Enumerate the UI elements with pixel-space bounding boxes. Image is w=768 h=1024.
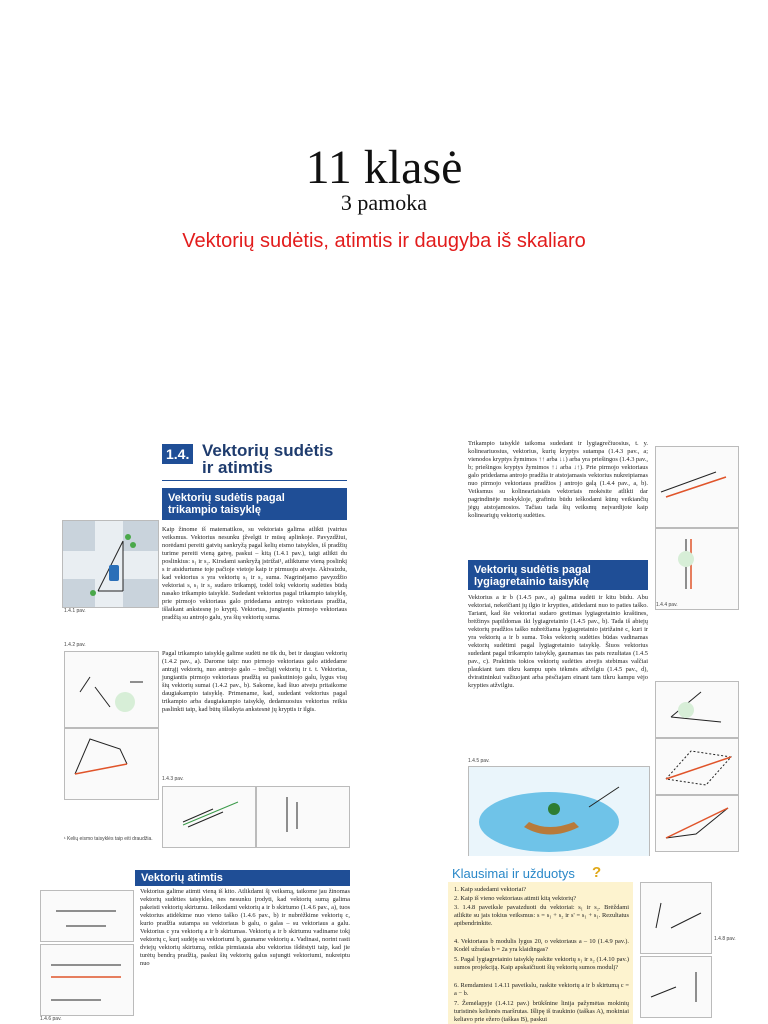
figure-parallelogram-c [655,795,739,852]
question-mark-icon: ? [592,866,602,881]
band-line2: lygiagretainio taisyklę [474,576,589,588]
caption-1-4-1: 1.4.1 pav. [64,608,86,614]
band-parallelogram-rule [468,560,648,590]
question-5: 5. Pagal lygiagretainio taisyklę raskite vektorių s₁ ir s₂ (1.4.10 pav.) sumos projekciją. Kaip apskaičiuoti šių vektorių sumos modulį? [454,956,629,971]
figure-polygon-rule-a [64,651,159,728]
slide-subtitle: 3 pamoka [340,190,428,215]
figure-collinear-b [256,786,350,848]
paragraph-collinear: Trikampio taisyklė taikoma sudedant ir lygiagrečiuosius, t. y. kolineariuosius, vektorius, kurių kryptys sutampa (1.4.3 pav., a; vienodos kryptys žymimos ↑↑ arba ↓↓) arba yra priešingos (1.4.3 pav., b; priešingos kryptys žymimos ↑↓ arba ↓↑). Prie pirmojo vektoriaus galo pridedama antrojo pradžia ir atstojamasis vektorius nukreipiamas nuo pirmojo vektoriaus pradžios į antrojo galą (1.4.4 pav., a, b). Veiksmus su kolineariaisiais vektoriais mokėsite atlikti dar pagrindinėje mokykloje, grafiniu būdu ieškodami kūnų veikiančių jėgų atstojamosios. Tačiau tada šių veiksmų neįvardijote kaip kolineariųjų vektorių sudėties. [468,440,648,519]
textbook-page-bottom-right [440,866,740,1024]
figure-1-4-9-svg [641,957,711,1017]
question-4: 4. Vektoriaus b modulis lygus 20, o vektoriaus a – 10 (1.4.9 pav.). Kodėl užrašas b = 2a yra klaidingas? [454,938,629,953]
figure-collinear-a [162,786,256,848]
caption-1-4-5: 1.4.5 pav. [468,758,490,764]
band-subtraction: Vektorių atimtis [135,870,350,886]
polygon-b-svg [65,729,158,799]
figure-parallelogram-b [655,738,739,795]
question-7: 7. Žemėlapyje (1.4.12 pav.) brūkšnine linija pažymėtas mokinių turistinės kelionės maršrutas. Išlipę iš traukinio (taškas A), mokiniai keliavo prie ežero (taškas B), paskui [454,1000,629,1023]
question-3: 3. 1.4.8 paveiksle pavaizduoti du vektoriai: s₁ ir s₂. Brėždami atlikite su jais tokius veiksmus: s = s₁ + s₂ ir s' = s₁ + s₁. Rezultatus apibendrinkite. [454,904,629,927]
slide-topic: Vektorių sudėtis, atimtis ir daugyba iš skaliaro [182,230,586,252]
figure-collinear-sum-b [655,528,739,610]
collinear-a-svg [163,787,255,847]
figure-polygon-rule-b [64,728,159,800]
caption-1-4-6: 1.4.6 pav. [40,1016,62,1022]
section-title-line1: Vektorių sudėtis [202,441,334,460]
figure-1-4-8-svg [641,883,711,953]
figure-parallelogram-a [655,681,739,738]
collinear-sum-b-svg [656,529,738,609]
figure-crossroads [62,520,159,608]
figure-subtraction-a [40,890,134,942]
figure-collinear-sum-a [655,446,739,528]
paragraph-triangle-rule: Kaip žinome iš matematikos, su vektoriais galima atlikti įvairius veiksmus. Vektorius nesunku įžvelgti ir mūsų aplinkoje. Pavyzdžiui, norėdami pereiti gatvių sankryžą pagal kelių eismo taisykles, iš pradžių turime pereiti vieną gatvę, paskui – kitą (1.4.1 pav.), taigi atlikti du poslinkius: s₁ ir s₂. Kirsdami sankryžą įstrižai¹, atliktume vieną poslinkį s ir atsidurtume toje pačioje vietoje kaip ir pirmuoju atveju. Akivaizdu, kad vektorius s yra vektorių s₁ ir s₂ suma. Nagrinėjamo pavyzdžio vektoriai s, s₁ ir s₂ sudaro trikampį, todėl tokį vektorių sudėties būdą nasako trikampio taisyklė. Sudedant vektorius pagal trikampio taisyklę, prie pirmojo vektoriaus galo pridedama antrojo vektoriaus pradžia, išlaikant ankstesnę jo kryptį. Vektorius, jungiantis pirmojo vektoriaus pradžią su antrojo galu, yra šių vektorių suma. [162,526,347,621]
crossroads-svg [63,521,158,607]
slide-title: 11 klasė [305,141,463,194]
caption-1-4-8: 1.4.8 pav. [714,936,736,942]
figure-1-4-9 [640,956,712,1018]
figure-subtraction-b [40,944,134,1016]
collinear-b-svg [257,787,349,847]
textbook-page-bottom-left [40,866,360,1024]
band-line2: trikampio taisyklę [168,504,261,516]
section-title-line2: ir atimtis [202,458,273,477]
caption-1-4-2: 1.4.2 pav. [64,642,86,648]
paragraph-subtraction: Vektorius galime atimti vieną iš kito. Atlikdami šį veiksmą, taikome jau žinomas vektorių sudėties taisykles, nes nesunku įrodyti, kad vektorių sumą galima pakeisti vektorių skirtumu. Ieškodami vektorių a ir b skirtumo (1.4.6 pav., a), tuos vektorius atidėkime nuo vieno taško (1.4.6 pav., b) ir nubrėžkime vektorių c, kurio pradžia sutampa su vektoriaus b galu, o galas – su vektoriaus a galu. Vektorius c yra vektorių a ir b skirtumas. Vektorių a ir b skirtumu vadiname tokį vektorių c, kurį sudėję su vektoriumi b, gauname vektorių a. Vadinasi, norint rasti dviejų vektorių skirtumą, reikia pirmiausia abu vektorius išdėstyti taip, kad jie turėtų bendrą pradžią, paskui šių vektorių galus sujungti vektoriumi, nukreiptu nuo [140,888,350,967]
paragraph-parallelogram: Vektorius a ir b (1.4.5 pav., a) galima sudėti ir kitu būdu. Abu vektoriai, nekeičiant jų ilgio ir krypties, atidedami nuo to paties taško. Tariant, kad šie vektoriai sudaro gretimas lygiagretainio kraštines, brėžinys papildomas iki lygiagretainio (1.4.5 pav., b). Tada iš abiejų vektorių pradžios taško nubrėžiama lygiagretainio įstrižainė c, kuri ir yra vektorių a ir b suma. Toks vektorių sudėties būdas vadinamas vektorių sudėtimi pagal lygiagretainio taisyklę. Šiuos vektorius sudedant pagal trikampio taisyklę, gaunamas tas pats rezultatas (1.4.5 pav., c). Praktinis tokios vektorių sudėties atvejis stebimas valčiai plaukiant tam tikru kampu upės tėkmės atžvilgiu (1.4.5 pav., d), dviratininkui važiuojant arba pėsčiajam einant tam tikru kampu vėjo krypties atžvilgiu. [468,594,648,689]
paragraph-polygon-rule: Pagal trikampio taisyklę galime sudėti ne tik du, bet ir daugiau vektorių (1.4.2 pav., a). Darome taip: nuo pirmojo vektoriaus galo atidedame antrąjį vektorių, nuo antrojo galo – trečiąjį vektorių ir t. t. Vektorius, jungiantis pirmojo vektoriaus pradžią su paskutiniojo galu, lygus visų šių vektorių sumai (1.4.2 pav., b). Sakome, kad šiuo atveju pritaikome daugiakampio taisyklę. Primename, kad, sudedant vektorius pagal trikampio arba daugiakampio taisyklę, dedamuosius vektorius reikia paslinkti taip, kad būtų išlaikyta ankstesnė jų kryptis ir ilgis. [162,650,347,713]
subtraction-a-svg [41,891,133,941]
subtraction-b-svg [41,945,133,1015]
figure-boat [468,766,650,856]
section-number: 1.4. [162,444,193,464]
textbook-page-right [440,436,740,856]
collinear-sum-a-svg [656,447,738,527]
parallelogram-c-svg [656,796,738,851]
caption-1-4-4: 1.4.4 pav. [656,602,678,608]
question-6: 6. Remdamiesi 1.4.11 paveikslu, raskite vektorių a ir b skirtumą c = a − b. [454,982,629,997]
textbook-page-left [62,436,352,856]
polygon-a-svg [65,652,158,727]
question-2: 2. Kaip iš vieno vektoriaus atimti kitą vektorių? [454,895,577,902]
band-line1: Vektorių sudėtis pagal [168,492,285,504]
footnote: ¹ Kelių eismo taisyklės taip eiti draudžia. [64,836,153,842]
questions-title: Klausimai ir užduotys [452,866,575,881]
band-triangle-rule [162,488,347,520]
figure-1-4-8 [640,882,712,954]
questions-box [448,882,633,1024]
question-1: 1. Kaip sudedami vektoriai? [454,886,527,893]
band-line1: Vektorių sudėtis pagal [474,564,591,576]
parallelogram-b-svg [656,739,738,794]
parallelogram-a-svg [656,682,738,737]
boat-svg [469,767,649,856]
caption-1-4-3: 1.4.3 pav. [162,776,184,782]
header-rule [162,480,347,481]
